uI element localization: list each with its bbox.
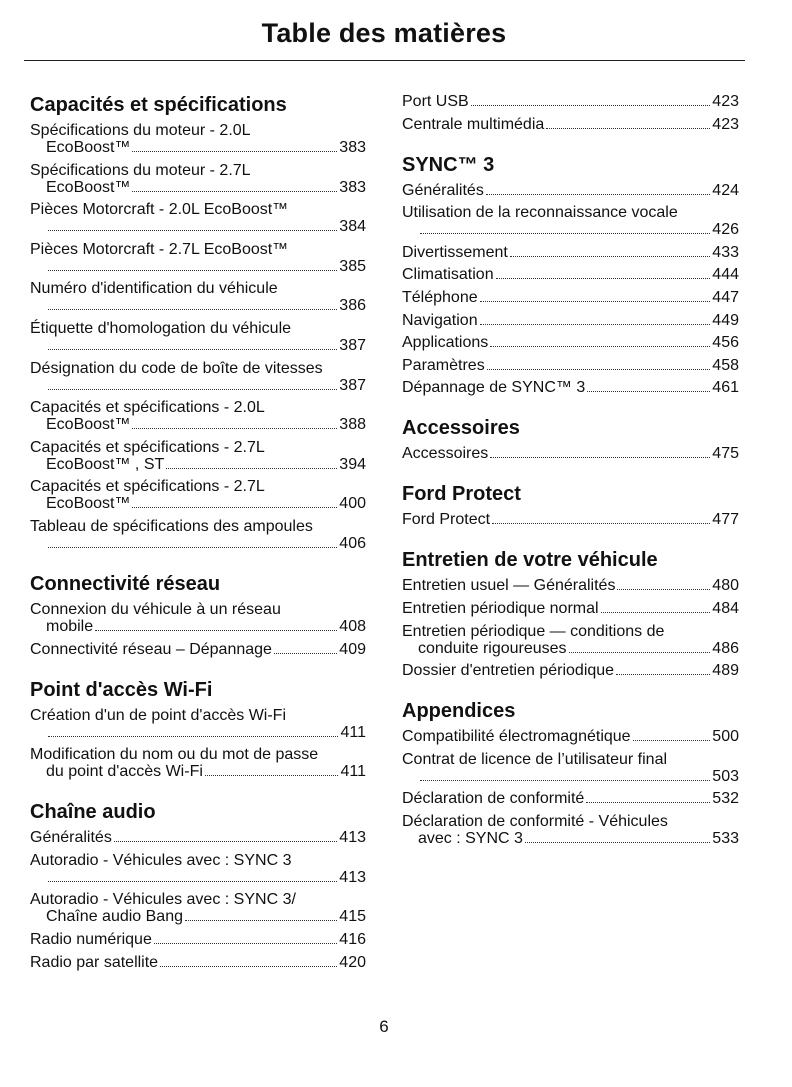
dot-leader: [48, 881, 337, 882]
toc-section: [402, 548, 739, 679]
toc-page-number: 394: [339, 455, 366, 473]
toc-entry[interactable]: [402, 93, 739, 110]
dot-leader: [274, 653, 337, 654]
toc-page-number: 424: [712, 181, 739, 199]
toc-entry-text: Généralités: [402, 181, 484, 199]
toc-entry-text: Dépannage de SYNC™ 3: [402, 379, 586, 397]
toc-entry[interactable]: [402, 445, 739, 462]
toc-page-number: 475: [712, 445, 739, 463]
dot-leader: [48, 230, 337, 231]
toc-section: [30, 572, 366, 658]
section-heading: Capacités et spécifications: [30, 94, 287, 116]
dot-leader: [154, 943, 337, 944]
toc-entry[interactable]: [402, 334, 739, 351]
title-divider: [24, 60, 745, 61]
toc-page-number: 503: [712, 767, 739, 785]
section-heading: Point d'accès Wi-Fi: [30, 678, 213, 701]
toc-entry[interactable]: [402, 379, 739, 396]
toc-entry-title: Pièces Motorcraft - 2.7L EcoBoost™: [30, 240, 289, 258]
toc-entry-title: Spécifications du moteur - 2.7L: [30, 161, 251, 179]
toc-entry[interactable]: [30, 954, 366, 971]
toc-page-number: 423: [712, 93, 739, 110]
dot-leader: [420, 780, 710, 781]
toc-entry-text: Paramètres: [402, 356, 485, 374]
dot-leader: [617, 589, 710, 590]
dot-leader: [510, 256, 710, 257]
toc-page-number: 409: [339, 640, 366, 658]
section-heading: Chaîne audio: [30, 801, 156, 824]
toc-entry[interactable]: [30, 746, 366, 780]
toc-page-number: 533: [712, 829, 739, 847]
toc-entry-text: Radio numérique: [30, 930, 152, 948]
dot-leader: [48, 270, 337, 271]
toc-entry-title: Utilisation de la reconnaissance vocale: [402, 204, 678, 222]
toc-page-number: 411: [340, 763, 366, 781]
toc-entry-text: Entretien usuel — Généralités: [402, 577, 616, 595]
toc-entry-text: Généralités: [30, 829, 112, 847]
toc-entry[interactable]: [402, 662, 739, 679]
dot-leader: [486, 194, 710, 195]
toc-page-number: 477: [712, 511, 739, 529]
toc-entry[interactable]: [30, 280, 366, 314]
toc-entry-title: Pièces Motorcraft - 2.0L EcoBoost™: [30, 201, 289, 219]
page-title: Table des matières: [261, 18, 507, 48]
toc-entry[interactable]: [402, 577, 739, 594]
toc-entry-title: Capacités et spécifications - 2.7L: [30, 438, 265, 456]
toc-entry[interactable]: [30, 360, 366, 394]
dot-leader: [496, 278, 711, 279]
toc-entry[interactable]: [30, 518, 366, 552]
toc-entry[interactable]: [30, 241, 366, 275]
dot-leader: [471, 105, 711, 106]
dot-leader: [132, 191, 337, 192]
toc-entry-text: Téléphone: [402, 288, 478, 306]
section-heading: Accessoires: [402, 417, 520, 440]
toc-entry[interactable]: [402, 511, 739, 528]
toc-entry-title: Capacités et spécifications - 2.0L: [30, 399, 265, 417]
dot-leader: [525, 842, 710, 843]
toc-page-number: 426: [712, 221, 739, 239]
toc-page-number: 413: [339, 868, 366, 886]
toc-entry[interactable]: [402, 813, 739, 847]
toc-entry-text: Connectivité réseau – Dépannage: [30, 640, 272, 658]
toc-entry[interactable]: [30, 931, 366, 948]
dot-leader: [48, 389, 337, 390]
section-heading: Appendices: [402, 700, 516, 723]
toc-page-number: 415: [339, 908, 366, 926]
dot-leader: [490, 457, 710, 458]
toc-page-number: 388: [339, 416, 366, 434]
toc-entry[interactable]: [402, 790, 739, 807]
toc-entry[interactable]: [402, 204, 739, 238]
toc-entry[interactable]: [30, 478, 366, 512]
toc-entry-title: Numéro d'identification du véhicule: [30, 280, 278, 298]
dot-leader: [492, 523, 710, 524]
left-column: [30, 93, 366, 991]
toc-page-number: 433: [712, 243, 739, 261]
toc-entry-text: Radio par satellite: [30, 953, 159, 971]
toc-entry[interactable]: [30, 707, 366, 741]
toc-entry[interactable]: [402, 244, 739, 261]
toc-entry[interactable]: [402, 266, 739, 283]
toc-page-number: 384: [339, 218, 366, 236]
dot-leader: [48, 547, 337, 548]
toc-section: [402, 93, 739, 133]
toc-page-number: 387: [339, 336, 366, 354]
toc-entry-text: EcoBoost™: [46, 495, 131, 513]
toc-entry-text: du point d'accès Wi-Fi: [46, 763, 203, 781]
toc-page-number: 383: [339, 178, 366, 196]
toc-page-number: 486: [712, 639, 739, 657]
toc-entry-text: Entretien périodique normal: [402, 599, 599, 617]
toc-page-number: 456: [712, 334, 739, 352]
toc-entry[interactable]: [30, 439, 366, 473]
toc-entry-title: Autoradio - Véhicules avec : SYNC 3/: [30, 891, 296, 909]
dot-leader: [616, 674, 710, 675]
toc-entry-text: Climatisation: [402, 266, 494, 284]
toc-entry-title: Entretien périodique — conditions de: [402, 622, 665, 640]
page-number: 6: [379, 1017, 389, 1036]
dot-leader: [480, 301, 711, 302]
toc-page-number: 385: [339, 257, 366, 275]
toc-entry-title: Contrat de licence de l’utilisateur final: [402, 750, 668, 768]
dot-leader: [166, 468, 337, 469]
toc-entry-text: Divertissement: [402, 243, 508, 261]
toc-section: [402, 482, 739, 528]
toc-entry[interactable]: [30, 852, 366, 886]
dot-leader: [185, 920, 337, 921]
toc-entry-text: Compatibilité électromagnétique: [402, 728, 631, 746]
toc-entry[interactable]: [30, 162, 366, 196]
toc-page-number: 449: [712, 311, 739, 329]
toc-entry[interactable]: [402, 182, 739, 199]
toc-page-number: 447: [712, 288, 739, 306]
toc-page-number: 416: [339, 930, 366, 948]
toc-entry-text: Accessoires: [402, 445, 489, 463]
toc-page-number: 406: [339, 534, 366, 552]
dot-leader: [114, 841, 337, 842]
toc-entry-title: Désignation du code de boîte de vitesses: [30, 359, 323, 377]
toc-entry-text: Centrale multimédia: [402, 115, 545, 133]
section-heading: Ford Protect: [402, 483, 521, 506]
toc-entry-text: Ford Protect: [402, 511, 491, 529]
section-heading: Entretien de votre véhicule: [402, 549, 658, 572]
dot-leader: [490, 346, 710, 347]
toc-entry-title: Modification du nom ou du mot de passe: [30, 746, 319, 764]
toc-section: [30, 93, 366, 552]
toc-entry-text: EcoBoost™: [46, 416, 131, 434]
toc-entry[interactable]: [402, 623, 739, 657]
toc-entry-text: EcoBoost™ , ST: [46, 455, 165, 473]
toc-entry[interactable]: [402, 600, 739, 617]
toc-entry[interactable]: [30, 601, 366, 635]
toc-page-number: 532: [712, 790, 739, 808]
dot-leader: [132, 428, 337, 429]
toc-entry-title: Connexion du véhicule à un réseau: [30, 600, 281, 618]
dot-leader: [586, 802, 710, 803]
toc-entry[interactable]: [30, 641, 366, 658]
toc-page-number: 484: [712, 599, 739, 617]
dot-leader: [205, 775, 339, 776]
toc-entry-title: Déclaration de conformité - Véhicules: [402, 812, 668, 830]
right-column: [402, 93, 739, 867]
dot-leader: [48, 349, 337, 350]
dot-leader: [601, 612, 711, 613]
toc-entry-text: EcoBoost™: [46, 139, 131, 156]
toc-entry-text: Déclaration de conformité: [402, 790, 585, 808]
toc-page-number: 420: [339, 953, 366, 971]
dot-leader: [480, 324, 711, 325]
toc-entry-text: Applications: [402, 334, 489, 352]
toc-page-number: 444: [712, 266, 739, 284]
toc-page-number: 383: [339, 139, 366, 156]
toc-entry[interactable]: [402, 357, 739, 374]
toc-entry[interactable]: [30, 891, 366, 925]
toc-page-number: 423: [712, 115, 739, 133]
toc-page-number: 461: [712, 379, 739, 397]
toc-entry-text: EcoBoost™: [46, 178, 131, 196]
toc-entry[interactable]: [402, 728, 739, 745]
toc-page-number: 411: [340, 723, 366, 741]
dot-leader: [132, 507, 337, 508]
toc-section: [402, 153, 739, 397]
toc-entry-text: conduite rigoureuses: [418, 639, 567, 657]
toc-section: [402, 416, 739, 462]
toc-page-number: 386: [339, 297, 366, 315]
toc-entry-title: Tableau de spécifications des ampoules: [30, 517, 313, 535]
dot-leader: [420, 233, 710, 234]
toc-page-number: 500: [712, 728, 739, 746]
toc-entry-text: avec : SYNC 3: [418, 829, 523, 847]
toc-entry-text: Dossier d'entretien périodique: [402, 662, 615, 680]
toc-entry[interactable]: [402, 289, 739, 306]
toc-entry[interactable]: [30, 201, 366, 235]
toc-entry-title: Autoradio - Véhicules avec : SYNC 3: [30, 851, 292, 869]
toc-entry-title: Création d'un de point d'accès Wi-Fi: [30, 706, 287, 724]
dot-leader: [160, 966, 337, 967]
toc-entry-title: Étiquette d'homologation du véhicule: [30, 319, 292, 337]
toc-page-number: 458: [712, 356, 739, 374]
toc-entry-title: Capacités et spécifications - 2.7L: [30, 478, 265, 496]
section-heading: SYNC™ 3: [402, 153, 495, 176]
toc-entry-text: Port USB: [402, 93, 469, 110]
toc-page-number: 408: [339, 617, 366, 635]
toc-page-number: 387: [339, 376, 366, 394]
section-heading: Connectivité réseau: [30, 572, 221, 595]
dot-leader: [546, 128, 710, 129]
dot-leader: [48, 309, 337, 310]
toc-entry[interactable]: [402, 116, 739, 133]
toc-entry[interactable]: [402, 312, 739, 329]
toc-page-number: 400: [339, 495, 366, 513]
toc-entry[interactable]: [30, 829, 366, 846]
toc-section: [30, 678, 366, 781]
toc-page-number: 480: [712, 577, 739, 595]
dot-leader: [95, 630, 337, 631]
toc-section: [402, 699, 739, 847]
toc-entry[interactable]: [30, 320, 366, 354]
toc-entry[interactable]: [402, 751, 739, 785]
dot-leader: [569, 652, 711, 653]
dot-leader: [633, 740, 711, 741]
toc-page-number: 489: [712, 662, 739, 680]
toc-entry-title: Spécifications du moteur - 2.0L: [30, 122, 251, 139]
toc-page-number: 413: [339, 829, 366, 847]
toc-entry-text: mobile: [46, 617, 94, 635]
dot-leader: [48, 736, 338, 737]
toc-section: [30, 800, 366, 970]
dot-leader: [487, 369, 711, 370]
dot-leader: [132, 151, 337, 152]
toc-entry-text: Navigation: [402, 311, 478, 329]
toc-entry-text: Chaîne audio Bang: [46, 908, 183, 926]
toc-entry[interactable]: [30, 122, 366, 156]
dot-leader: [587, 391, 710, 392]
toc-entry[interactable]: [30, 399, 366, 433]
